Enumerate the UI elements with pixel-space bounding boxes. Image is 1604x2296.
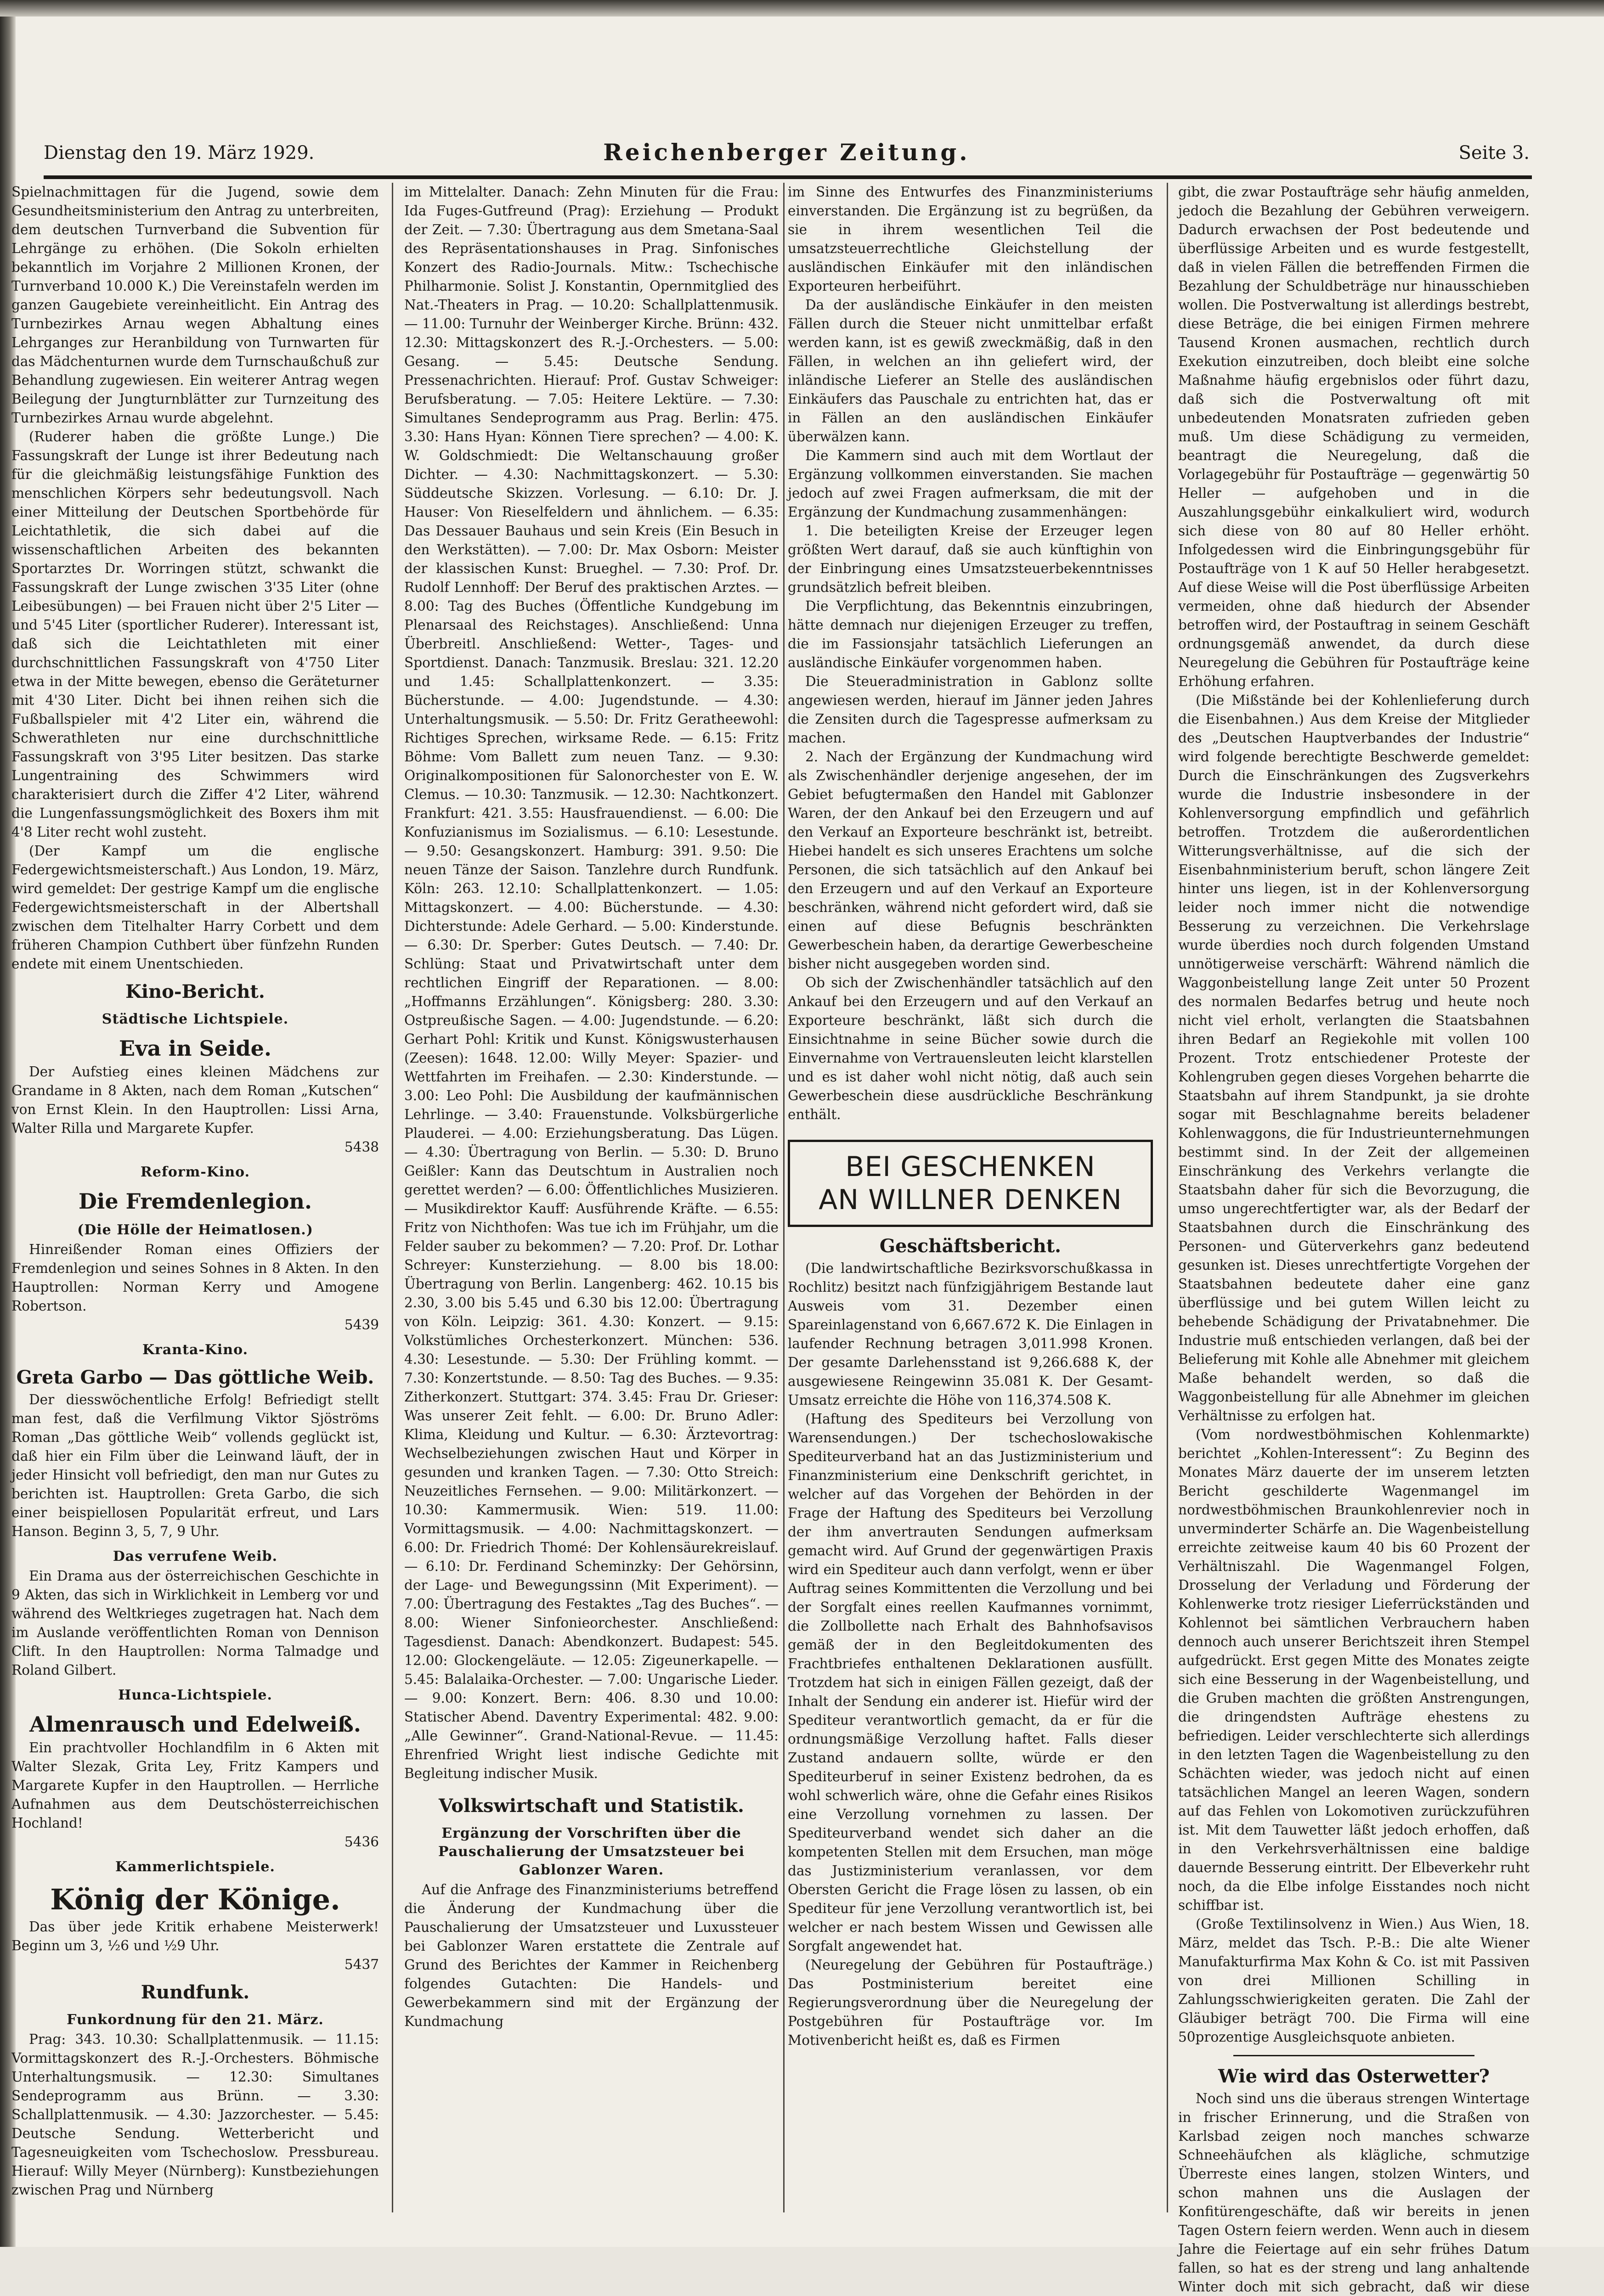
ad-number: 5438 bbox=[344, 1139, 379, 1155]
article-text: (Die landwirtschaftliche Bezirksvorschußkassa in Rochlitz) besitzt nach fünfzigjährigem Bestande laut Ausweis vom 31. Dezember einen Spareinlagenstand von 6,667.672 K. Die Einlagen in laufender Rechnung betragen 3,011.998 Kronen. Der gesamte Darlehensstand ist 9,266.688 K, der ausgewiesene Reingewinn 35.081 K. Der Gesamt-Umsatz erreichte die Höhe von 116,374.508 K. bbox=[788, 1261, 1153, 1408]
article-text: (Große Textilinsolvenz in Wien.) Aus Wien, 18. März, meldet das Tsch. P.-B.: Die alte Wiener Manufakturfirma Max Kohn & Co. ist mit Passiven von drei Millionen Schilling in Zahlungsschwierigkeiten geraten. Die Zahl der Gläubiger beträgt 700. Die Firma will eine 50prozentige Ausgleichsquote anbieten. bbox=[1178, 1916, 1530, 2045]
film-description: Der Aufstieg eines kleinen Mädchens zur Grandame in 8 Akten, nach dem Roman „Kutschen“ von Ernst Klein. In den Hauptrollen: Lissi Arna, Walter Rilla und Margarete Kupfer. bbox=[11, 1064, 379, 1136]
column-divider bbox=[392, 183, 393, 2212]
article-text: (Neuregelung der Gebühren für Postaufträge.) Das Postministerium bereitet eine Regierungsverordnung über die Neuregelung der Postgebühren für Postaufträge vor. Im Motivenbericht heißt es, daß es Firmen bbox=[788, 1957, 1153, 2048]
film-title: Greta Garbo — Das göttliche Weib. bbox=[16, 1367, 374, 1388]
column-divider bbox=[1167, 183, 1168, 2212]
section-heading: Volkswirtschaft und Statistik. bbox=[439, 1795, 744, 1817]
ad-line: BEI GESCHENKEN bbox=[845, 1151, 1096, 1183]
film-description: Ein Drama aus der österreichischen Geschichte in 9 Akten, das sich in Wirklichkeit in Lemberg vor und während des Weltkrieges zugetragen hat. Nach dem im Auslande veröffentlichten Roman von Dennison Clift. In den Hauptrollen: Norma Talmadge und Roland Gilbert. bbox=[11, 1568, 379, 1678]
masthead: Reichenberger Zeitung. bbox=[603, 139, 970, 166]
film-description: Der diesswöchentliche Erfolg! Befriedigt stellt man fest, daß die Verfilmung Viktor Sjöströms Roman „Das göttliche Weib“ vollends geglückt ist, daß hier ein Film über die Leinwand läuft, der in jeder Hinsicht voll befriedigt, den man nur Gutes zu berichten ist. Hauptrollen: Greta Garbo, die sich einer beispiellosen Popularität erfreut, und Lars Hanson. Beginn 3, 5, 7, 9 Uhr. bbox=[11, 1392, 379, 1539]
article-text: (Der Kampf um die englische Federgewichtsmeisterschaft.) Aus London, 19. März, wird gemeldet: Der gestrige Kampf um die englische Federgewichtsmeisterschaft in der Albertshall zwischen dem Titelhalter Harry Corbett und dem früheren Champion Cuthbert über fünfzehn Runden endete mit einem Unentschieden. bbox=[11, 843, 379, 972]
cinema-name: Kranta-Kino. bbox=[142, 1342, 249, 1358]
ad-number: 5436 bbox=[344, 1834, 379, 1850]
page-header bbox=[44, 138, 1530, 174]
film-description: Hinreißender Roman eines Offiziers der Fremdenlegion und seines Sohnes in 8 Akten. In den Hauptrollen: Norman Kerry und Amogene Robertson. bbox=[11, 1242, 379, 1314]
film-title: Die Fremdenlegion. bbox=[78, 1189, 312, 1214]
cinema-name: Kammerlichtspiele. bbox=[115, 1859, 275, 1875]
film-description: Ein prachtvoller Hochlandfilm in 6 Akten mit Walter Slezak, Grita Ley, Fritz Kampers und Margarete Kupfer in den Hauptrollen. — Herrliche Aufnahmen aus dem Deutschösterreichischen Hochland! bbox=[11, 1740, 379, 1831]
article-text: Auf die Anfrage des Finanzministeriums betreffend die Änderung der Kundmachung über die Pauschalierung der Umsatzsteuer und Luxussteuer bei Gablonzer Waren erstattete die Zentrale auf Grund des Berichtes der Kammer in Reichenberg folgendes Gutachten: Die Handels- und Gewerbekammern sind mit der Ergänzung der Kundmachung bbox=[404, 1882, 779, 2029]
page-edge-top bbox=[0, 0, 1604, 17]
column-1 bbox=[11, 183, 379, 2212]
article-text: (Ruderer haben die größte Lunge.) Die Fassungskraft der Lunge ist ihrer Bedeutung nach für die gleichmäßig leistungsfähige Funktion des menschlichen Körpers sehr bedeutungsvoll. Nach einer Mitteilung der Deutschen Sportbehörde für Leichtathletik, die sich dabei auf die wissenschaftlichen Arbeiten des bekannten Sportarztes Dr. Worringen stützt, schwankt die Fassungskraft der Lunge zwischen 3'35 Liter (ohne Leibesübungen) — bei Frauen nicht über 2'5 Liter — und 5'45 Liter (sportlicher Ruderer). Interessant ist, daß sich die Leichtathleten mit einer durchschnittlichen Fassungskraft von 4'750 Liter etwa in der Mitte bewegen, ebenso die Geräteturner mit 4'30 Liter. Dicht bei ihnen reihen sich die Fußballspieler mit 4'2 Liter ein, während die Schwerathleten nur eine durchschnittliche Fassungskraft von 3'95 Liter besitzen. Das starke Lungentraining des Schwimmers wird charakterisiert durch die Ziffer 4'2 Liter, während die Lungenfassungsmöglichkeit des Boxers ihm mit 4'8 Liter recht wohl zusteht. bbox=[11, 429, 379, 840]
section-subheading: Funkordnung für den 21. März. bbox=[67, 2012, 324, 2028]
article-text: Die Steueradministration in Gablonz sollte angewiesen werden, hierauf im Jänner jeden Jahres die Zensiten durch die Tagespresse aufmerksam zu machen. bbox=[788, 674, 1153, 746]
article-text: Spielnachmittagen für die Jugend, sowie dem Gesundheitsministerium den Antrag zu unterbreiten, dem deutschen Turnverband die Subvention für Lehrgänge zu erhöhen. (Die Sokoln erhielten bekanntlich im Vorjahre 2 Millionen Kronen, der Turnverband 10.000 K.) Die Vereinstafeln werden im ganzen Gaugebiete vereinheitlicht. Ein Antrag des Turnbezirkes Arnau wegen Abhaltung eines Lehrganges zur Heranbildung von Turnwarten für das Mädchenturnen wurde dem Turnschaußchuß zur Behandlung zugewiesen. Ein weiterer Antrag wegen Beilegung der Jungturnblätter zur Turnzeitung des Turnbezirkes Arnau wurde abgelehnt. bbox=[11, 184, 379, 426]
article-text: gibt, die zwar Postaufträge sehr häufig anmelden, jedoch die Bezahlung der Gebühren verweigern. Dadurch erwachsen der Post bedeutende und überflüssige Arbeiten und es wurde festgestellt, daß in vielen Fällen die betreffenden Firmen die Bezahlung der Schuldbeträge nur hinausschieben wollen. Die Postverwaltung ist allerdings bestrebt, diese Beträge, die bei einigen Firmen mehrere Tausend Kronen ausmachen, rechtlich durch Exekution einzutreiben, doch bleibt eine solche Maßnahme häufig ergebnislos oder führt dazu, daß sich die Postverwaltung oft mit unbedeutenden Monatsraten zufrieden geben muß. Um diese Schädigung zu vermeiden, beantragt die Neuregelung, daß die Vorlagegebühr für Postaufträge — gegenwärtig 50 Heller — aufgehoben und in die Auszahlungsgebühr einkalkuliert wird, wodurch sich diese von 80 auf 80 Heller erhöht. Infolgedessen wird die Einbringungsgebühr für Postaufträge von 1 K auf 50 Heller herabgesetzt. Auf diese Weise will die Post überflüssige Arbeiten vermeiden, ohne daß hiedurch der Absender betroffen wird, der Postauftrag in seinem Geschäft ordnungsgemäß anwendet, da durch diese Neuregelung die Gebühren für Postaufträge keine Erhöhung erfahren. bbox=[1178, 184, 1530, 689]
article-headline: Ergänzung der Vorschriften über die Pauschalierung der Umsatzsteuer bei Gablonzer Waren. bbox=[438, 1825, 745, 1878]
section-heading: Geschäftsbericht. bbox=[879, 1235, 1062, 1257]
cinema-name: Reform-Kino. bbox=[140, 1164, 250, 1180]
radio-program: im Mittelalter. Danach: Zehn Minuten für die Frau: Ida Fuges-Gutfreund (Prag): Erziehung — Produkt der Zeit. — 7.30: Übertragung aus dem Smetana-Saal des Repräsentationshauses in Prag. Sinfonisches Konzert des Radio-Journals. Mitw.: Tschechische Philharmonie. Solist J. Konstantin, Opernmitglied des Nat.-Theaters in Prag. — 10.20: Schallplattenmusik. — 11.00: Turnuhr der Weinberger Kirche. Brünn: 432. 12.30: Mittagskonzert des R.-J.-Orchesters. — 5.00: Gesang. — 5.45: Deutsche Sendung. Pressenachrichten. Hierauf: Prof. Gustav Schweiger: Berufsberatung. — 7.05: Heitere Lektüre. — 7.30: Simultanes Sendeprogramm aus Prag. Berlin: 475. 3.30: Hans Hyan: Können Tiere sprechen? — 4.00: K. W. Goldschmiedt: Die Weltanschauung großer Dichter. — 4.30: Nachmittagskonzert. — 5.30: Süddeutsche Skizzen. Vorlesung. — 6.10: Dr. J. Hauser: Von Rieselfeldern und ähnlichem. — 6.35: Das Dessauer Bauhaus und sein Kreis (Ein Besuch in den Werkstätten). — 7.00: Dr. Max Osborn: Meister der klassischen Kunst: Brueghel. — 7.30: Prof. Dr. Rudolf Lennhoff: Der Beruf des praktischen Arztes. — 8.00: Tag des Buches (Öffentliche Kundgebung im Plenarsaal des Reichstages). Anschließend: Unna Überbreitl. Anschließend: Wetter-, Tages- und Sportdienst. Danach: Tanzmusik. Breslau: 321. 12.20 und 1.45: Schallplattenkonzert. — 3.35: Bücherstunde. — 4.00: Jugendstunde. — 4.30: Unterhaltungsmusik. — 5.50: Dr. Fritz Geratheewohl: Richtiges Sprechen, wirksame Rede. — 6.15: Fritz Böhme: Vom Ballett zum neuen Tanz. — 9.30: Originalkompositionen für Salonorchester von E. W. Clemus. — 10.30: Tanzmusik. — 12.30: Nachtkonzert. Frankfurt: 421. 3.55: Hausfrauendienst. — 6.00: Die Konfuzianismus im Sozialismus. — 6.10: Lesestunde. — 9.50: Gesangskonzert. Hamburg: 391. 9.50: Die neuen Tänze der Saison. Tanzlehre durch Rundfunk. Köln: 263. 12.10: Schallplattenkonzert. — 1.05: Mittagskonzert. — 4.00: Bücherstunde. — 4.30: Dichterstunde: Adele Gerhard. — 5.00: Kinderstunde. — 6.30: Dr. Sperber: Gutes Deutsch. — 7.40: Dr. Schlüng: Staat und Privatwirtschaft unter dem rechtlichen Eingriff der Reparationen. — 8.00: „Hoffmanns Erzählungen“. Königsberg: 280. 3.30: Ostpreußische Sagen. — 4.00: Jugendstunde. — 6.20: Gerhart Pohl: Kritik und Kunst. Königswusterhausen (Zeesen): 1648. 12.00: Willy Meyer: Spazier- und Wettfahrten im Freihafen. — 2.30: Kinderstunde. — 3.00: Leo Pohl: Die Ausbildung der kaufmännischen Lehrlinge. — 3.40: Frauenstunde. Volksbürgerliche Plauderei. — 4.00: Erziehungsberatung. Das Lügen. — 4.30: Übertragung von Berlin. — 5.30: D. Bruno Geißler: Kann das Deutschtum in Australien noch gerettet werden? — 6.00: Öffentlichliches Musizieren. — Musikdirektor Kauff: Ausführende Kräfte. — 6.55: Fritz von Nichthofen: Was tue ich im Frühjahr, um die Felder sauber zu bekommen? — 7.20: Prof. Dr. Lothar Schreyer: Kunsterziehung. — 8.00 bis 18.00: Übertragung von Berlin. Langenberg: 462. 10.15 bis 2.30, 3.00 bis 5.45 und 6.30 bis 12.00: Übertragung von Köln. Leipzig: 361. 4.30: Konzert. — 9.15: Volkstümliches Orchesterkonzert. München: 536. 4.30: Lesestunde. — 5.30: Der Frühling kommt. — 7.30: Konzertstunde. — 8.50: Tag des Buches. — 9.35: Zitherkonzert. Stuttgart: 374. 3.45: Frau Dr. Grieser: Was unserer Zeit fehlt. — 6.00: Dr. Bruno Adler: Klima, Kleidung und Kultur. — 6.30: Ärztevortrag: Wechselbeziehungen zwischen Haut und Körper in gesunden und kranken Tagen. — 7.30: Otto Streich: Neuzeitliches Fernsehen. — 9.00: Militärkonzert. — 10.30: Kammermusik. Wien: 519. 11.00: Vormittagsmusik. — 4.00: Nachmittagskonzert. — 6.00: Dr. Friedrich Thomé: Der Kohlensäurekreislauf. — 6.10: Dr. Ferdinand Scheminzky: Der Gehörsinn, der Lage- und Bewegungssinn (Mit Experiment). — 7.00: Übertragung des Festaktes „Tag des Buches“. — 8.00: Wiener Sinfonieorchester. Anschließend: Tagesdienst. Danach: Abendkonzert. Budapest: 545. 12.00: Glockengeläute. — 12.05: Zigeunerkapelle. — 5.45: Balalaika-Orchester. — 7.00: Ungarische Lieder. — 9.00: Konzert. Bern: 406. 8.30 und 10.00: Statischer Abend. Daventry Experimental: 482. 9.00: „Alle Gewinner“. Grand-National-Revue. — 11.45: Ehrenfried Wright liest indische Gedichte mit Begleitung indischer Musik. bbox=[404, 184, 779, 1781]
article-text: (Die Mißstände bei der Kohlenlieferung durch die Eisenbahnen.) Aus dem Kreise der Mitglieder des „Deutschen Hauptverbandes der Industrie“ wird folgende berechtigte Beschwerde gemeldet: Durch die Einschränkungen des Zugsverkehrs wurde die Industrie insbesondere in der Kohlenversorgung empfindlich und gefährlich betroffen. Trotzdem die außerordentlichen Witterungsverhältnisse, auf die sich der Eisenbahnministerium beruft, schon längere Zeit hinter uns liegen, ist in der Kohlenversorgung leider noch immer nicht die notwendige Besserung zu verzeichnen. Die Verkehrslage wurde überdies noch durch folgenden Umstand unnötigerweise verschärft: Während nämlich die Waggonbeistellung lange Zeit unter 50 Prozent des normalen Bedarfes betrug und heute noch nicht viel erholt, verlangten die Staatsbahnen ihren Bedarf an Regiekohle mit vollen 100 Prozent. Trotz entschiedener Proteste der Kohlengruben gegen dieses Vorgehen beharrte die Staatsbahn auf ihrem Standpunkt, ja sie drohte sogar mit Beschlagnahme bereits beladener Kohlenwaggons, die für Industrieunternehmungen bestimmt sind. In der Zeit der allgemeinen Einschränkung des Verkehrs verlangte die Staatsbahn daher für sich die Bevorzugung, die umso ungerechtfertigter war, als der Bedarf der Staatsbahnen durch die Einschränkung des Personen- und Güterverkehrs ganz bedeutend gesunken ist. Dieses unrechtfertigte Vorgehen der Staatsbahnen bedeutete daher eine ganz überflüssige und bei gutem Willen leicht zu behebende Schädigung der Privatabnehmer. Die Industrie muß entschieden verlangen, daß bei der Belieferung mit Kohle alle Abnehmer mit gleichem Maße behandelt werden, so daß die Waggonbeistellung für alle Abnehmer im gleichen Verhältnisse zu erfolgen hat. bbox=[1178, 692, 1530, 1424]
section-heading: Kino-Bericht. bbox=[125, 981, 265, 1002]
cinema-name: Hunca-Lichtspiele. bbox=[118, 1687, 272, 1703]
column-3 bbox=[788, 183, 1153, 2212]
advertisement-box bbox=[788, 1140, 1153, 1227]
article-text: im Sinne des Entwurfes des Finanzministeriums einverstanden. Die Ergänzung ist zu begrüßen, da sie in ihrem wesentlichen Teil die umsatzsteuerrechtliche Gleichstellung der ausländischen Einkäufer mit den inländischen Exporteuren herbeiführt. bbox=[788, 184, 1153, 294]
article-text: Da der ausländische Einkäufer in den meisten Fällen durch die Steuer nicht unmittelbar erfaßt werden kann, ist es gewiß zweckmäßig, daß in den Fällen, in welchen an ihn geliefert wird, der inländische Lieferer an Stelle des ausländischen Einkäufers das Pauschale zu entrichten hat, das er in Fällen an den ausländischen Einkäufer überwälzen kann. bbox=[788, 297, 1153, 445]
section-heading: Rundfunk. bbox=[141, 1981, 250, 2003]
film-title: Das verrufene Weib. bbox=[113, 1548, 278, 1564]
ad-number: 5437 bbox=[344, 1957, 379, 1972]
section-divider bbox=[1233, 2055, 1474, 2056]
column-divider bbox=[783, 183, 785, 2212]
issue-date: Dienstag den 19. März 1929. bbox=[44, 142, 315, 163]
film-title: König der Könige. bbox=[50, 1883, 340, 1916]
cinema-name: Städtische Lichtspiele. bbox=[102, 1011, 289, 1027]
film-subtitle: (Die Hölle der Heimatlosen.) bbox=[77, 1222, 313, 1238]
column-2 bbox=[404, 183, 779, 2212]
article-text: (Haftung des Spediteurs bei Verzollung von Warensendungen.) Der tschechoslowakische Spediteurverband hat an das Justizministerium und Finanzministerium eine Denkschrift gerichtet, in welcher auf das Vorgehen der Behörden in der Frage der Haftung des Spediteurs bei Verzollung der ihm anvertrauten Sendungen aufmerksam gemacht wird. Auf Grund der gegenwärtigen Praxis wird ein Spediteur auch dann verfolgt, wenn er über Auftrag seines Kommittenten die Verzollung und bei der Sorgfalt eines reellen Kaufmannes vornimmt, die Zollbollette nach Erhalt des Bahnhofsavisos gemäß der in den Begleitdokumenten des Frachtbriefes enthaltenen Deklarationen ausfüllt. Trotzdem hat sich in einigen Fällen gezeigt, daß der Inhalt der Sendung ein anderer ist. Hiefür wird der Spediteur verantwortlich gemacht, da er für die ordnungsmäßige Verzollung haftet. Falls dieser Zustand andauern sollte, würde er den Spediteurberuf in seiner Existenz bedrohen, da es wohl schwerlich wäre, ohne die Gefahr eines Risikos eine Verzollung vornehmen zu lassen. Der Spediteurverband wendet sich daher an die kompetenten Stellen mit dem Ersuchen, man möge das Justizministerium veranlassen, vor dem Obersten Gericht die Frage lösen zu lassen, ob ein Spediteur für jene Verzollung verantwortlich ist, bei welcher er nach bestem Wissen und Gewissen alle Sorgfalt angewendet hat. bbox=[788, 1411, 1153, 1954]
ad-line: AN WILLNER DENKEN bbox=[819, 1184, 1122, 1216]
film-description: Das über jede Kritik erhabene Meisterwerk! Beginn um 3, ½6 und ½9 Uhr. bbox=[11, 1919, 379, 1953]
page-number: Seite 3. bbox=[1458, 142, 1530, 163]
film-title: Almenrausch und Edelweiß. bbox=[29, 1712, 361, 1737]
article-headline: Wie wird das Osterwetter? bbox=[1218, 2065, 1490, 2087]
article-text: Die Kammern sind auch mit dem Wortlaut der Ergänzung vollkommen einverstanden. Sie machen jedoch auf zwei Fragen aufmerksam, die mit der Ergänzung der Kundmachung zusammenhängen: bbox=[788, 448, 1153, 520]
radio-program: Prag: 343. 10.30: Schallplattenmusik. — 11.15: Vormittagskonzert des R.-J.-Orchesters. Böhmische Unterhaltungsmusik. — 12.30: Simultanes Sendeprogramm aus Brünn. — 3.30: Schallplattenmusik. — 4.30: Jazzorchester. — 5.45: Deutsche Sendung. Wetterbericht und Tagesneuigkeiten vom Tschechoslow. Pressbureau. Hierauf: Willy Meyer (Nürnberg): Kunstbeziehungen zwischen Prag und Nürnberg bbox=[11, 2032, 379, 2198]
header-rule bbox=[44, 175, 1532, 179]
article-text: Die Verpflichtung, das Bekenntnis einzubringen, hätte demnach nur diejenigen Erzeuger zu treffen, die im Fassionsjahr tatsächlich Lieferungen an ausländische Einkäufer vorgenommen haben. bbox=[788, 598, 1153, 670]
article-text: 1. Die beteiligten Kreise der Erzeuger legen größten Wert darauf, daß sie auch künftighin von der Einbringung eines Umsatzsteuerbekenntnisses grundsätzlich befreit bleiben. bbox=[788, 523, 1153, 595]
column-4 bbox=[1178, 183, 1530, 2295]
film-title: Eva in Seide. bbox=[119, 1036, 271, 1061]
article-text: Noch sind uns die überaus strengen Wintertage in frischer Erinnerung, und die Straßen von Karlsbad zeigen noch manches schwarze Schneehäufchen als klägliche, schmutzige Überreste eines langen, stolzen Winters, und schon mahnen uns die Auslagen der Konfitürengeschäfte, daß wir bereits in jenen Tagen Ostern feiern werden. Wenn auch in diesem Jahre die Feiertage auf ein sehr frühes Datum fallen, so hat es der streng und lang anhaltende Winter doch mit sich gebracht, daß wir diese bbox=[1178, 2091, 1530, 2295]
article-text: (Vom nordwestböhmischen Kohlenmarkte) berichtet „Kohlen-Interessent“: Zu Beginn des Monates März dauerte der im unserem letzten Bericht geschilderte Wagenmangel im nordwestböhmischen Braunkohlenrevier noch in unverminderter Schärfe an. Die Wagenbeistellung erreichte zeitweise kaum 40 bis 60 Prozent der Verhältniszahl. Die Wagenmangel Folgen, Drosselung der Verladung und Förderung der Kohlenwerke trotz riesiger Lieferrückständen und Kohlennot bei sämtlichen Verbrauchern haben dennoch auch unserer Berichtszeit ihren Stempel aufgedrückt. Erst gegen Mitte des Monates zeigte sich eine Besserung in der Wagenbeistellung, und die Gruben machten die größten Anstrengungen, die dringendsten Aufträge ehestens zu befriedigen. Leider verschlechterte sich allerdings in den letzten Tagen die Wagenbeistellung zu den Schächten wieder, was jedoch nicht auf einen tatsächlichen Mangel an leeren Wagen, sondern auf das Fehlen von Lokomotiven zurückzuführen ist. Mit dem Tauwetter läßt jedoch erhoffen, daß in den Verkehrsverhältnissen eine baldige dauernde Besserung eintritt. Der Elbeverkehr ruht noch, da die Elbe infolge Eisstandes noch nicht schiffbar ist. bbox=[1178, 1427, 1530, 1913]
ad-number: 5439 bbox=[344, 1317, 379, 1333]
article-text: Ob sich der Zwischenhändler tatsächlich auf den Ankauf bei den Erzeugern und auf den Verkauf an Exporteure beschränkt, läßt sich durch die Einsichtnahme in seine Bücher sowie durch die Einvernahme von Vertrauensleuten leicht klarstellen und es ist daher wohl nicht nötig, daß auch sein Gewerbeschein diese ausdrückliche Beschränkung enthält. bbox=[788, 975, 1153, 1122]
article-text: 2. Nach der Ergänzung der Kundmachung wird als Zwischenhändler derjenige angesehen, der im Gebiet befugtermaßen den Handel mit Gablonzer Waren, der den Ankauf bei den Erzeugern und auf den Verkauf an Exporteure beschränkt ist, betreibt. Hiebei handelt es sich unseres Erachtens um solche Personen, die sich tatsächlich auf den Ankauf bei den Erzeugern und auf den Verkauf an Exporteure beschränken, während nicht gefordert wird, daß sie einen auf diese Befugnis beschränkten Gewerbeschein haben, da derartige Gewerbescheine bisher nicht ausgegeben worden sind. bbox=[788, 749, 1153, 972]
